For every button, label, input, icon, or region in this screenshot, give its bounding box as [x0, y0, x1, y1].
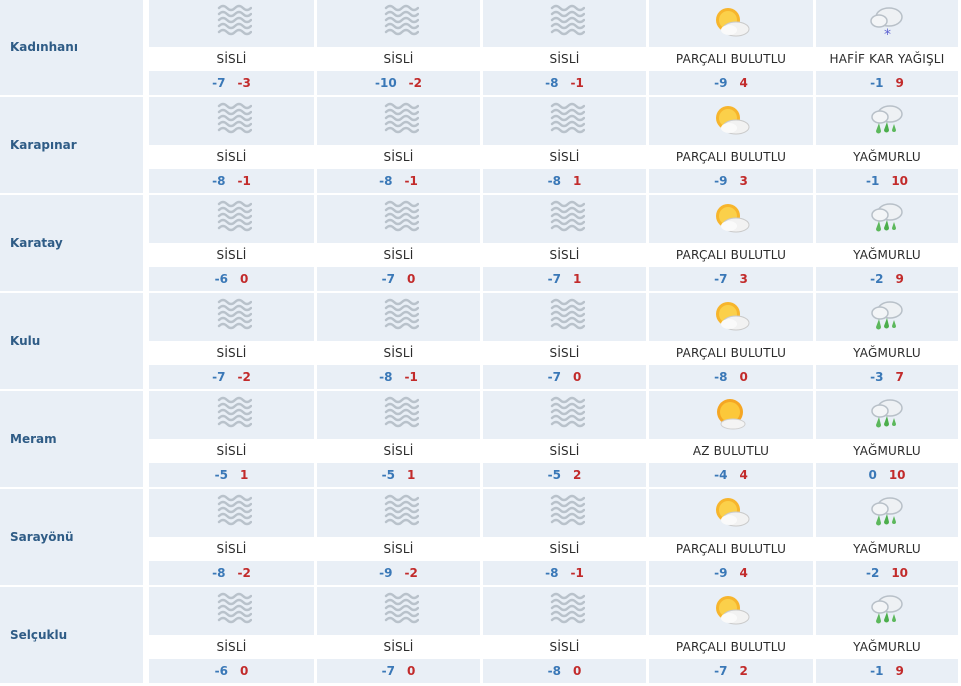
min-temperature: -6 [214, 664, 228, 678]
min-temperature: -8 [547, 664, 561, 678]
max-temperature: 0 [239, 272, 249, 286]
condition-label: HAFİF KAR YAĞIŞLI [816, 47, 958, 71]
icon-band [649, 587, 813, 635]
condition-label: SİSLİ [317, 439, 480, 463]
condition-label: SİSLİ [149, 145, 314, 169]
fog-icon [212, 591, 252, 629]
fog-icon [379, 199, 419, 237]
day-forecast-cell [649, 391, 816, 487]
forecast-row [0, 195, 961, 293]
temperature-range [149, 561, 314, 585]
max-temperature: -1 [404, 370, 418, 384]
icon-band [816, 587, 958, 635]
min-temperature: -7 [212, 370, 226, 384]
max-temperature: 10 [891, 174, 909, 188]
max-temperature: 3 [739, 174, 748, 188]
min-temperature: -4 [714, 468, 728, 482]
condition-label: SİSLİ [317, 243, 480, 267]
fog-icon [545, 3, 585, 41]
temperature-range [649, 267, 813, 291]
max-temperature: -1 [570, 76, 584, 90]
min-temperature: -8 [547, 174, 561, 188]
day-forecast-cell [649, 97, 816, 193]
day-forecast-cell [483, 97, 649, 193]
min-temperature: -2 [870, 272, 884, 286]
day-forecast-cell [816, 195, 961, 291]
min-temperature: -1 [865, 174, 880, 188]
condition-label: SİSLİ [483, 145, 646, 169]
day-forecast-cell [816, 391, 961, 487]
day-forecast-cell [483, 195, 649, 291]
icon-band [483, 587, 646, 635]
condition-label: SİSLİ [483, 341, 646, 365]
condition-label: YAĞMURLU [816, 635, 958, 659]
max-temperature: -2 [408, 76, 423, 90]
icon-band [317, 97, 480, 145]
temperature-range [483, 267, 646, 291]
max-temperature: 0 [739, 370, 748, 384]
min-temperature: -2 [865, 566, 880, 580]
condition-label: SİSLİ [317, 635, 480, 659]
icon-band [483, 293, 646, 341]
min-temperature: -8 [545, 76, 559, 90]
icon-band [816, 97, 958, 145]
condition-label: PARÇALI BULUTLU [649, 47, 813, 71]
day-forecast-cell [649, 293, 816, 389]
icon-band [149, 97, 314, 145]
day-forecast-cell [483, 587, 649, 683]
temperature-range [483, 463, 646, 487]
day-forecast-cell [816, 489, 961, 585]
fog-icon [379, 101, 419, 139]
condition-label: PARÇALI BULUTLU [649, 635, 813, 659]
partly-cloudy-icon [711, 199, 751, 237]
icon-band [483, 391, 646, 439]
max-temperature: 1 [572, 272, 582, 286]
min-temperature: -9 [714, 76, 728, 90]
day-forecast-cell [816, 293, 961, 389]
condition-label: PARÇALI BULUTLU [649, 341, 813, 365]
min-temperature: -7 [547, 370, 561, 384]
day-forecast-cell [317, 391, 483, 487]
icon-band [483, 195, 646, 243]
condition-label: AZ BULUTLU [649, 439, 813, 463]
max-temperature: 9 [895, 76, 904, 90]
min-temperature: -8 [714, 370, 728, 384]
day-forecast-cell [816, 0, 961, 95]
temperature-range [149, 71, 314, 95]
icon-band [483, 97, 646, 145]
temperature-range [816, 71, 958, 95]
max-temperature: 1 [572, 174, 582, 188]
max-temperature: 9 [895, 272, 904, 286]
temperature-range [317, 561, 480, 585]
day-forecast-cell [317, 195, 483, 291]
icon-band [483, 0, 646, 47]
temperature-range [317, 267, 480, 291]
temperature-range [816, 365, 958, 389]
day-forecast-cell [483, 489, 649, 585]
temperature-range [816, 267, 958, 291]
max-temperature: 0 [572, 370, 582, 384]
temperature-range [317, 71, 480, 95]
condition-label: SİSLİ [317, 537, 480, 561]
max-temperature: 0 [572, 664, 582, 678]
partly-cloudy-icon [711, 493, 751, 531]
condition-label: PARÇALI BULUTLU [649, 243, 813, 267]
min-temperature: -8 [379, 370, 393, 384]
fog-icon [212, 101, 252, 139]
condition-label: SİSLİ [149, 439, 314, 463]
min-temperature: -8 [545, 566, 559, 580]
temperature-range [317, 365, 480, 389]
fog-icon [379, 395, 419, 433]
min-temperature: -8 [379, 174, 393, 188]
max-temperature: 2 [739, 664, 748, 678]
day-forecast-cell [649, 0, 816, 95]
city-name[interactable]: Kadınhanı [10, 40, 78, 54]
max-temperature: 9 [895, 664, 904, 678]
condition-label: PARÇALI BULUTLU [649, 145, 813, 169]
max-temperature: -2 [237, 370, 251, 384]
min-temperature: -1 [870, 664, 884, 678]
day-forecast-cell [483, 391, 649, 487]
min-temperature: -7 [381, 664, 395, 678]
max-temperature: 1 [239, 468, 249, 482]
fog-icon [545, 493, 585, 531]
max-temperature: 4 [739, 566, 748, 580]
max-temperature: -2 [404, 566, 418, 580]
day-forecast-cell [649, 587, 816, 683]
max-temperature: -1 [404, 174, 418, 188]
rain-icon [867, 101, 907, 139]
max-temperature: -1 [570, 566, 584, 580]
temperature-range [149, 463, 314, 487]
fog-icon [212, 297, 252, 335]
forecast-row [0, 0, 961, 97]
day-forecast-cell [649, 195, 816, 291]
icon-band [317, 587, 480, 635]
fog-icon [545, 199, 585, 237]
icon-band [317, 391, 480, 439]
fog-icon [212, 199, 252, 237]
min-temperature: -5 [214, 468, 228, 482]
icon-band [816, 391, 958, 439]
icon-band [149, 195, 314, 243]
min-temperature: -5 [381, 468, 395, 482]
condition-label: SİSLİ [149, 243, 314, 267]
rain-icon [867, 395, 907, 433]
max-temperature: 2 [572, 468, 582, 482]
day-forecast-cell [816, 587, 961, 683]
forecast-row [0, 97, 961, 195]
city-name[interactable]: Kulu [10, 334, 41, 348]
city-cell [0, 293, 146, 389]
temperature-range [149, 365, 314, 389]
partly-cloudy-icon [711, 101, 751, 139]
day-forecast-cell [816, 97, 961, 193]
fog-icon [379, 493, 419, 531]
temperature-range [483, 71, 646, 95]
fog-icon [379, 591, 419, 629]
city-name[interactable]: Meram [10, 432, 57, 446]
temperature-range [317, 463, 480, 487]
temperature-range [317, 169, 480, 193]
temperature-range [816, 561, 958, 585]
temperature-range [649, 659, 813, 683]
condition-label: SİSLİ [483, 635, 646, 659]
city-cell [0, 391, 146, 487]
condition-label: SİSLİ [317, 47, 480, 71]
icon-band [149, 0, 314, 47]
rain-icon [867, 591, 907, 629]
icon-band [317, 293, 480, 341]
icon-band [149, 293, 314, 341]
condition-label: PARÇALI BULUTLU [649, 537, 813, 561]
rain-icon [867, 297, 907, 335]
day-forecast-cell [149, 293, 317, 389]
forecast-row [0, 293, 961, 391]
max-temperature: 4 [739, 76, 748, 90]
city-cell [0, 587, 146, 683]
city-cell [0, 489, 146, 585]
min-temperature: -7 [714, 272, 728, 286]
fog-icon [545, 101, 585, 139]
day-forecast-cell [149, 587, 317, 683]
icon-band [149, 489, 314, 537]
min-temperature: -9 [714, 566, 728, 580]
icon-band [649, 293, 813, 341]
condition-label: SİSLİ [149, 537, 314, 561]
min-temperature: -8 [212, 566, 226, 580]
max-temperature: -1 [237, 174, 251, 188]
icon-band [317, 195, 480, 243]
city-name[interactable]: Sarayönü [10, 530, 74, 544]
condition-label: SİSLİ [483, 47, 646, 71]
temperature-range [483, 659, 646, 683]
day-forecast-cell [317, 293, 483, 389]
day-forecast-cell [317, 0, 483, 95]
condition-label: SİSLİ [317, 341, 480, 365]
icon-band [649, 195, 813, 243]
temperature-range [483, 169, 646, 193]
fog-icon [212, 493, 252, 531]
icon-band [149, 587, 314, 635]
min-temperature: -7 [714, 664, 728, 678]
icon-band [483, 489, 646, 537]
temperature-range [816, 659, 958, 683]
temperature-range [149, 169, 314, 193]
icon-band [317, 489, 480, 537]
icon-band [149, 391, 314, 439]
condition-label: SİSLİ [483, 439, 646, 463]
rain-icon [867, 493, 907, 531]
temperature-range [649, 463, 813, 487]
mostly-sunny-icon [711, 395, 751, 433]
icon-band [816, 489, 958, 537]
condition-label: YAĞMURLU [816, 537, 958, 561]
city-name[interactable]: Karatay [10, 236, 63, 250]
temperature-range [483, 365, 646, 389]
min-temperature: -10 [374, 76, 397, 90]
fog-icon [545, 395, 585, 433]
condition-label: SİSLİ [149, 47, 314, 71]
max-temperature: 3 [739, 272, 748, 286]
icon-band [649, 97, 813, 145]
max-temperature: 0 [239, 664, 249, 678]
temperature-range [149, 267, 314, 291]
city-cell [0, 0, 146, 95]
temperature-range [149, 659, 314, 683]
condition-label: SİSLİ [483, 537, 646, 561]
day-forecast-cell [149, 97, 317, 193]
fog-icon [545, 591, 585, 629]
temperature-range [649, 561, 813, 585]
day-forecast-cell [149, 489, 317, 585]
day-forecast-cell [317, 587, 483, 683]
icon-band [816, 293, 958, 341]
min-temperature: -9 [714, 174, 728, 188]
forecast-row [0, 391, 961, 489]
min-temperature: -9 [379, 566, 393, 580]
day-forecast-cell [317, 97, 483, 193]
max-temperature: 7 [895, 370, 904, 384]
forecast-row [0, 489, 961, 587]
min-temperature: -7 [212, 76, 226, 90]
fog-icon [545, 297, 585, 335]
condition-label: SİSLİ [317, 145, 480, 169]
condition-label: YAĞMURLU [816, 145, 958, 169]
city-name[interactable]: Karapınar [10, 138, 77, 152]
condition-label: YAĞMURLU [816, 243, 958, 267]
min-temperature: -3 [870, 370, 884, 384]
temperature-range [649, 365, 813, 389]
icon-band [649, 489, 813, 537]
day-forecast-cell [317, 489, 483, 585]
max-temperature: -3 [237, 76, 251, 90]
day-forecast-cell [483, 293, 649, 389]
rain-icon [867, 199, 907, 237]
condition-label: YAĞMURLU [816, 341, 958, 365]
fog-icon [212, 3, 252, 41]
min-temperature: 0 [868, 468, 877, 482]
condition-label: SİSLİ [149, 341, 314, 365]
condition-label: SİSLİ [483, 243, 646, 267]
min-temperature: -6 [214, 272, 228, 286]
min-temperature: -5 [547, 468, 561, 482]
day-forecast-cell [649, 489, 816, 585]
min-temperature: -1 [870, 76, 884, 90]
icon-band [816, 195, 958, 243]
temperature-range [649, 169, 813, 193]
min-temperature: -7 [547, 272, 561, 286]
temperature-range [483, 561, 646, 585]
partly-cloudy-icon [711, 297, 751, 335]
fog-icon [379, 3, 419, 41]
icon-band [317, 0, 480, 47]
day-forecast-cell [149, 391, 317, 487]
max-temperature: 4 [739, 468, 748, 482]
temperature-range [816, 169, 958, 193]
icon-band [649, 391, 813, 439]
min-temperature: -8 [212, 174, 226, 188]
city-cell [0, 97, 146, 193]
condition-label: YAĞMURLU [816, 439, 958, 463]
icon-band [816, 0, 958, 47]
max-temperature: 0 [406, 272, 416, 286]
fog-icon [379, 297, 419, 335]
city-cell [0, 195, 146, 291]
city-name[interactable]: Selçuklu [10, 628, 68, 642]
partly-cloudy-icon [711, 591, 751, 629]
max-temperature: 1 [406, 468, 416, 482]
max-temperature: 10 [891, 566, 909, 580]
partly-cloudy-icon [711, 3, 751, 41]
day-forecast-cell [483, 0, 649, 95]
min-temperature: -7 [381, 272, 395, 286]
svg-text:*: * [884, 27, 891, 41]
day-forecast-cell [149, 195, 317, 291]
condition-label: SİSLİ [149, 635, 314, 659]
fog-icon [212, 395, 252, 433]
max-temperature: 10 [888, 468, 906, 482]
max-temperature: -2 [237, 566, 251, 580]
day-forecast-cell [149, 0, 317, 95]
light-snow-icon [867, 3, 907, 41]
icon-band [649, 0, 813, 47]
temperature-range [816, 463, 958, 487]
temperature-range [317, 659, 480, 683]
temperature-range [649, 71, 813, 95]
forecast-row [0, 587, 961, 685]
max-temperature: 0 [406, 664, 416, 678]
